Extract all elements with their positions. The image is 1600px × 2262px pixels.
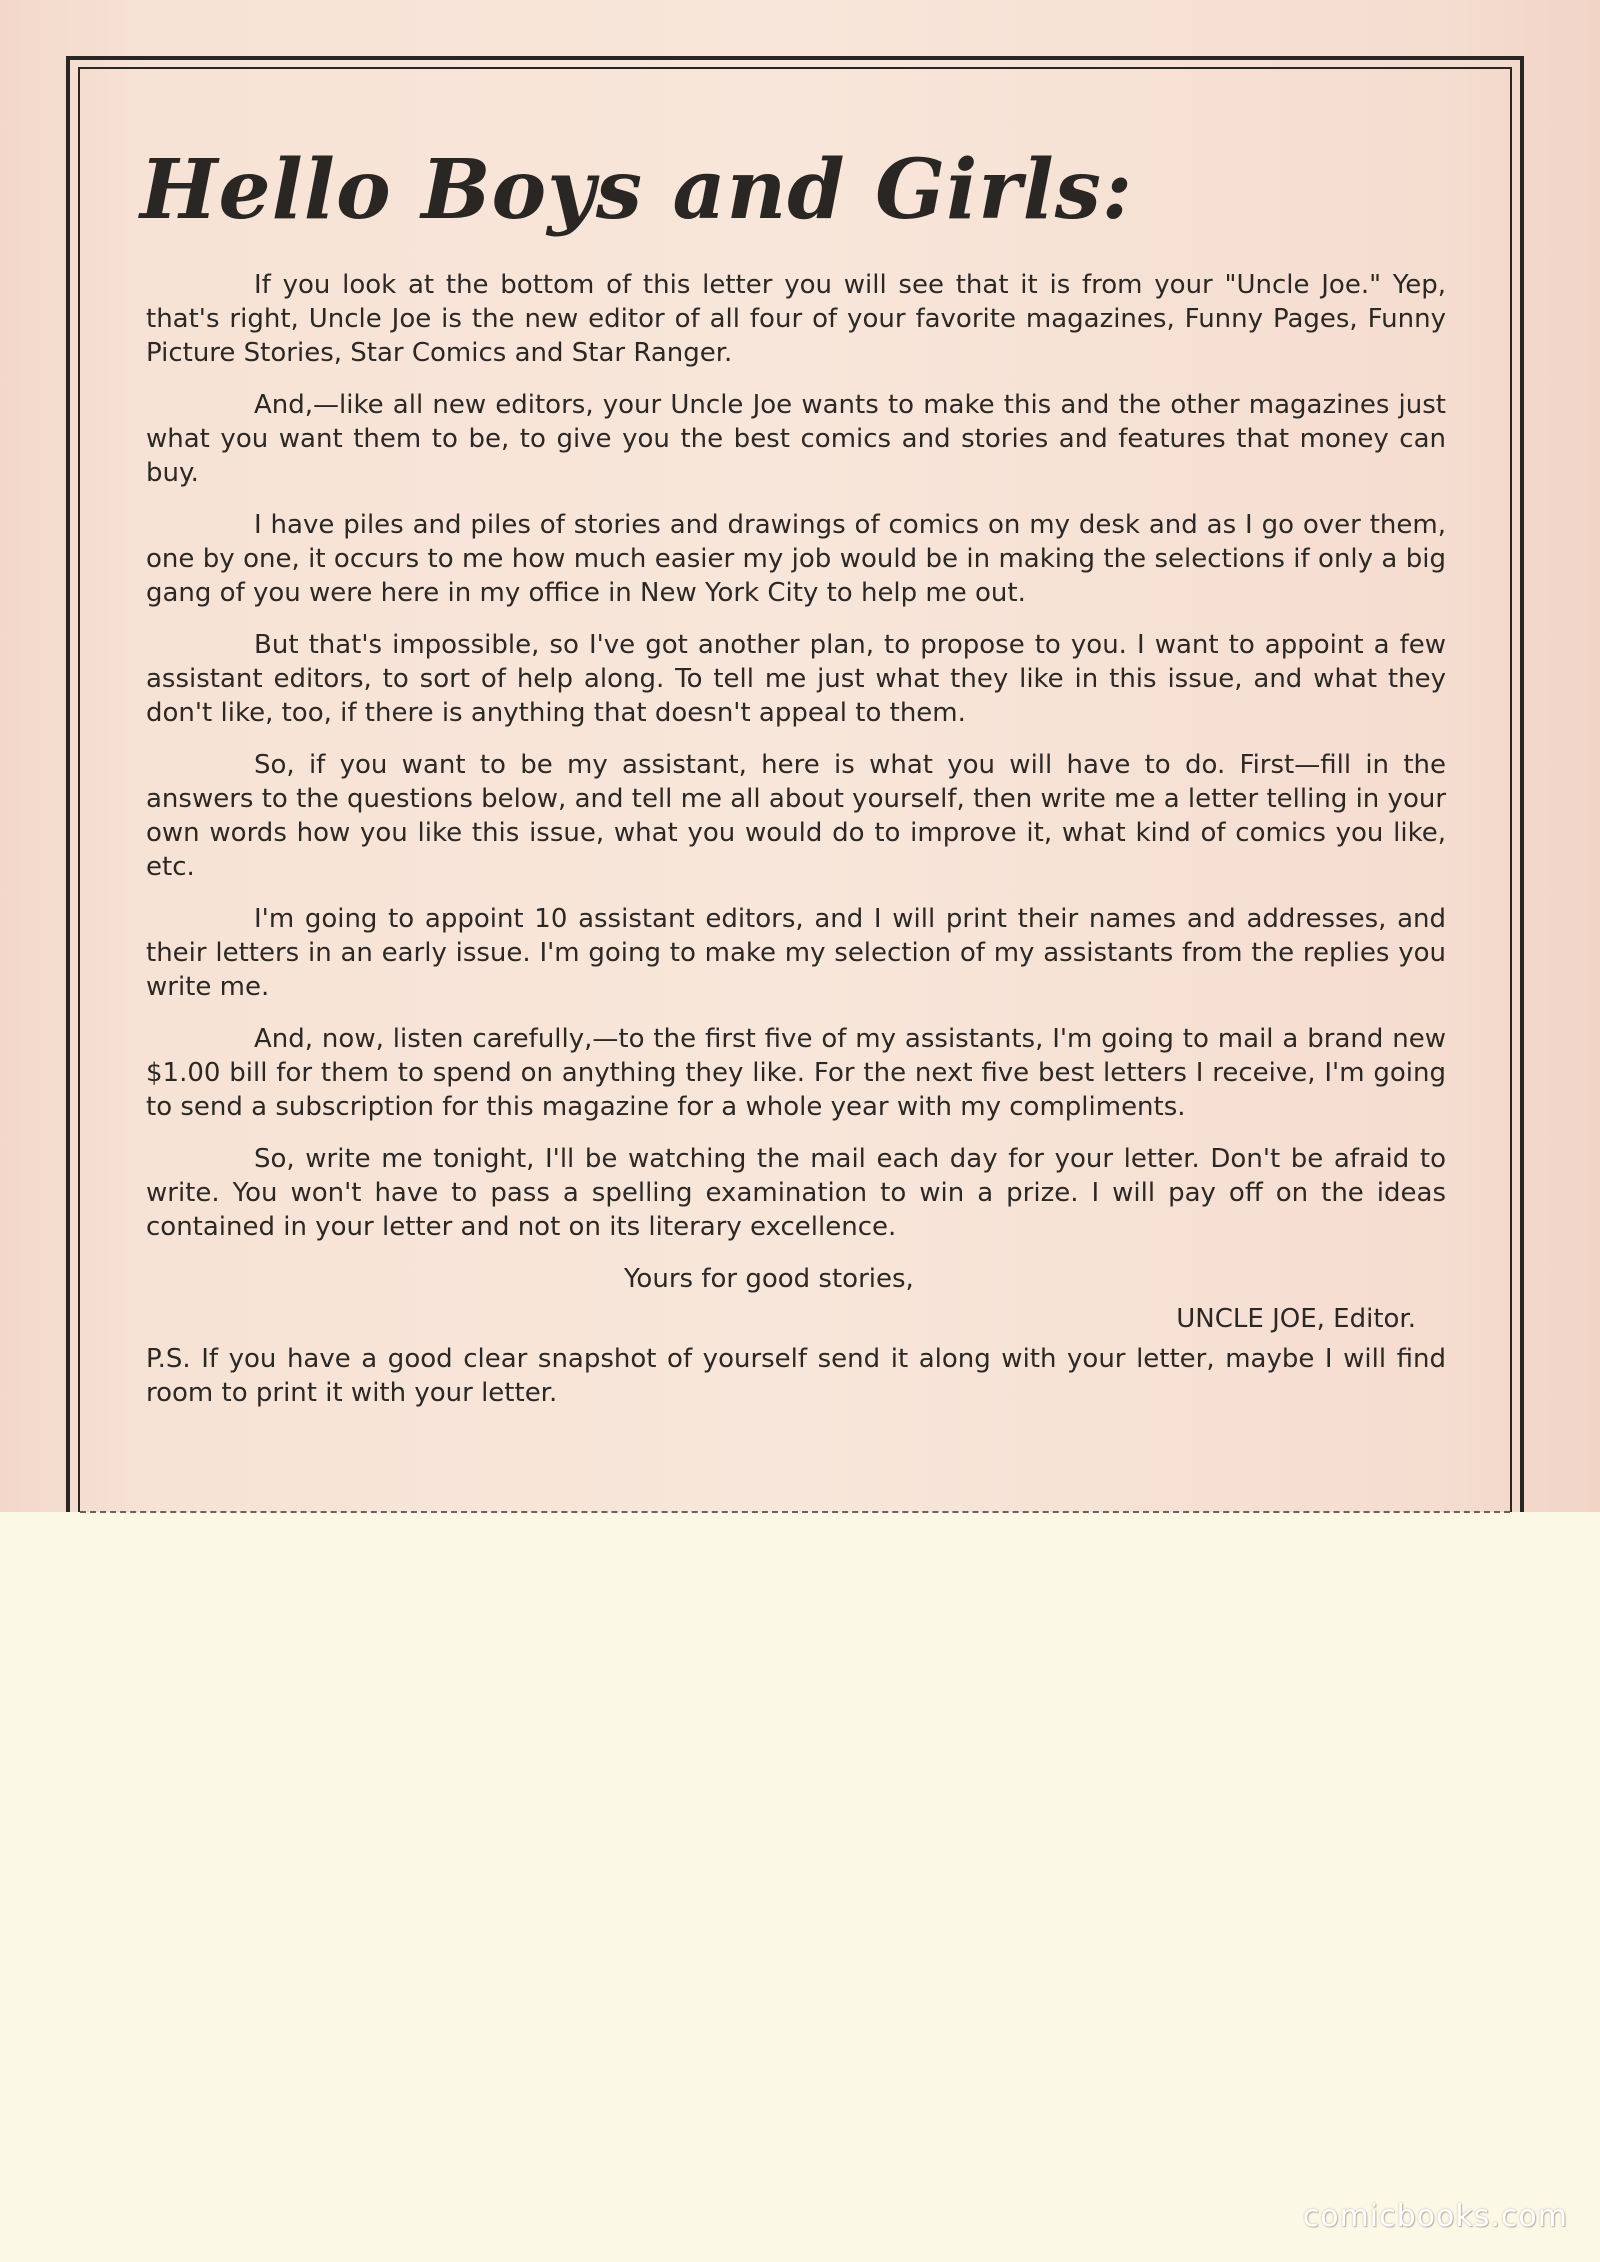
letter-paragraph: So, if you want to be my assistant, here is what you will have to do. First—fill in the answers to the questions below, and tell me all about yourself, then write me a letter telling in your own words how you like this issue, what you would do to improve it, what kind of comics you like, etc. <box>146 750 1447 882</box>
letter-paragraph: I'm going to appoint 10 assistant editors, and I will print their names and addresses, and their letters in an early issue. I'm going to make my selection of my assistants from the replies you write me. <box>146 904 1446 1002</box>
letter-signature: UNCLE JOE, Editor. <box>1176 1304 1416 1334</box>
letter-paragraph: I have piles and piles of stories and drawings of comics on my desk and as I go over them, one by one, it occurs to me how much easier my job would be in making the selections if only a big gang of you were here in my office in New York City to help me out. <box>146 510 1446 608</box>
dashed-cut-line <box>80 1511 1510 1513</box>
letter-headline: Hello Boys and Girls: <box>140 142 1134 238</box>
letter-closing: Yours for good stories, <box>624 1264 914 1294</box>
letter-paragraph: So, write me tonight, I'll be watching the mail each day for your letter. Don't be afraid to write. You won't have to pass a spelling examination to win a prize. I will pay off on the ideas contained in your letter and not on its literary excellence. <box>146 1144 1446 1242</box>
site-watermark: comicbooks.com <box>1302 2199 1568 2234</box>
letter-paragraph: If you look at the bottom of this letter you will see that it is from your "Uncle Joe." Yep, that's right, Uncle Joe is the new editor of all four of your favorite magazines, Funny Pages, Funny Picture Stories, Star Comics and Star Ranger. <box>146 270 1446 368</box>
letter-body <box>146 268 1446 1410</box>
letter-postscript: P.S. If you have a good clear snapshot of yourself send it along with your letter, maybe I will find room to print it with your letter. <box>146 1344 1446 1408</box>
letter-paragraph: And,—like all new editors, your Uncle Joe wants to make this and the other magazines just what you want them to be, to give you the best comics and stories and features that money can buy. <box>146 390 1446 488</box>
letter-paragraph: And, now, listen carefully,—to the first five of my assistants, I'm going to mail a brand new $1.00 bill for them to spend on anything they like. For the next five best letters I receive, I'm going to send a subscription for this magazine for a whole year with my compliments. <box>146 1024 1446 1122</box>
letter-paragraph: But that's impossible, so I've got another plan, to propose to you. I want to appoint a few assistant editors, to sort of help along. To tell me just what they like in this issue, and what they don't like, too, if there is anything that doesn't appeal to them. <box>146 630 1446 728</box>
